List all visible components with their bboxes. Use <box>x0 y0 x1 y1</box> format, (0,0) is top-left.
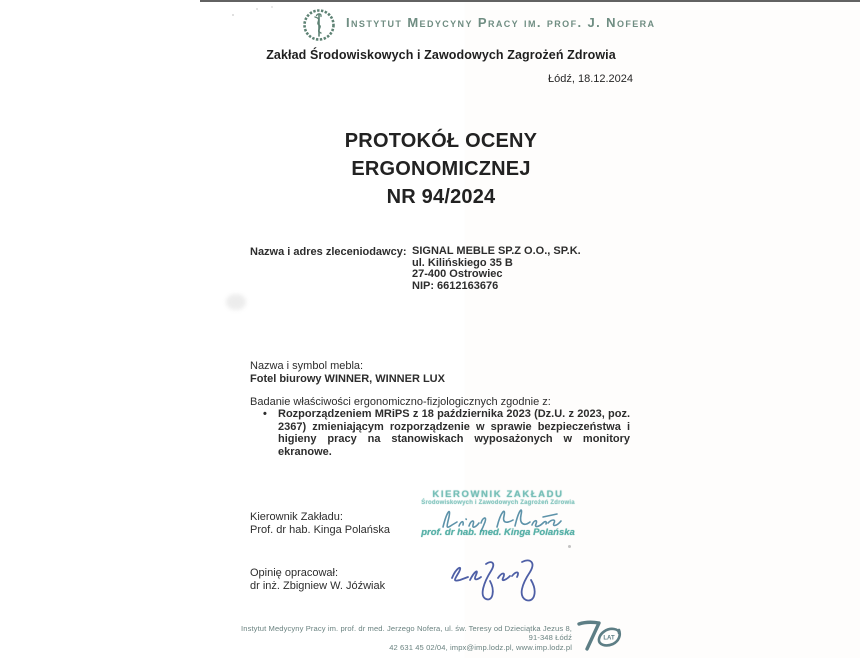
protocol-title-line-2: ERGONOMICZNEJ <box>351 158 531 180</box>
head-role-label: Kierownik Zakładu: <box>250 511 343 523</box>
department-name: Zakład Środowiskowych i Zawodowych Zagrożeń Zdrowia <box>266 48 616 62</box>
furniture-label: Nazwa i symbol mebla: <box>250 360 364 372</box>
stamp-name: prof. dr hab. med. Kinga Polańska <box>421 527 575 538</box>
stamp-title: KIEROWNIK ZAKŁADU <box>432 489 564 500</box>
furniture-value: Fotel biurowy WINNER, WINNER LUX <box>250 372 445 385</box>
head-name: Prof. dr hab. Kinga Polańska <box>250 523 391 536</box>
footer-contact: 42 631 45 02/04, impx@imp.lodz.pl, www.imp.lodz.pl <box>389 642 572 652</box>
institute-logo <box>301 7 337 43</box>
protocol-title-line-1: PROTOKÓŁ OCENY <box>344 130 538 152</box>
protocol-title-line-3: NR 94/2024 <box>386 186 496 208</box>
scan-speck <box>232 14 234 16</box>
author-role-label: Opinię opracował: <box>250 567 339 579</box>
client-label: Nazwa i adres zleceniodawcy: <box>250 246 407 258</box>
scan-speck <box>271 6 273 8</box>
footer-block <box>240 624 572 652</box>
scan-speck <box>568 545 571 548</box>
stamp-subtitle: Środowiskowych i Zawodowych Zagrożeń Zdrowia <box>421 500 575 506</box>
asclepius-rod-icon <box>301 7 337 43</box>
furniture-block <box>250 360 445 385</box>
anniversary-label: LAT <box>603 635 615 642</box>
study-intro: Badanie właściwości ergonomiczno-fizjologicznych zgodnie z: <box>250 396 551 408</box>
scan-artifact-top-edge <box>200 0 860 2</box>
client-nip: NIP: 6612163676 <box>412 280 499 293</box>
scan-smudge <box>226 294 246 310</box>
institute-name: Instytut Medycyny Pracy im. prof. J. Nofera <box>346 15 656 30</box>
client-city: 27-400 Ostrowiec <box>412 268 503 281</box>
client-name: SIGNAL MEBLE SP.Z O.O., SP.K. <box>412 245 581 257</box>
author-name: dr inż. Zbigniew W. Jóźwiak <box>250 579 386 592</box>
city-date: Łódź, 18.12.2024 <box>548 73 634 85</box>
department-head-block <box>250 511 390 536</box>
author-block <box>250 567 385 592</box>
anniversary-70-icon <box>575 615 625 658</box>
author-signature-handwriting <box>446 550 541 605</box>
protocol-title <box>22 127 860 211</box>
client-street: ul. Kilińskiego 35 B <box>412 256 513 269</box>
bullet-icon: • <box>263 408 267 420</box>
footer-address: Instytut Medycyny Pracy im. prof. dr med. Jerzego Nofera, ul. św. Teresy od Dzieciątka Jezus 8, 91-348 Łódź <box>241 624 572 643</box>
scan-speck <box>256 8 258 10</box>
client-address-block <box>412 246 581 293</box>
regulation-bullet-text: Rozporządzeniem MRiPS z 18 października 2023 (Dz.U. z 2023, poz. 2367) zmieniającym rozporządzenie w sprawie bezpieczeństwa i higieny pracy na stanowiskach wyposażonych w monitory ekranowe. <box>278 408 630 458</box>
